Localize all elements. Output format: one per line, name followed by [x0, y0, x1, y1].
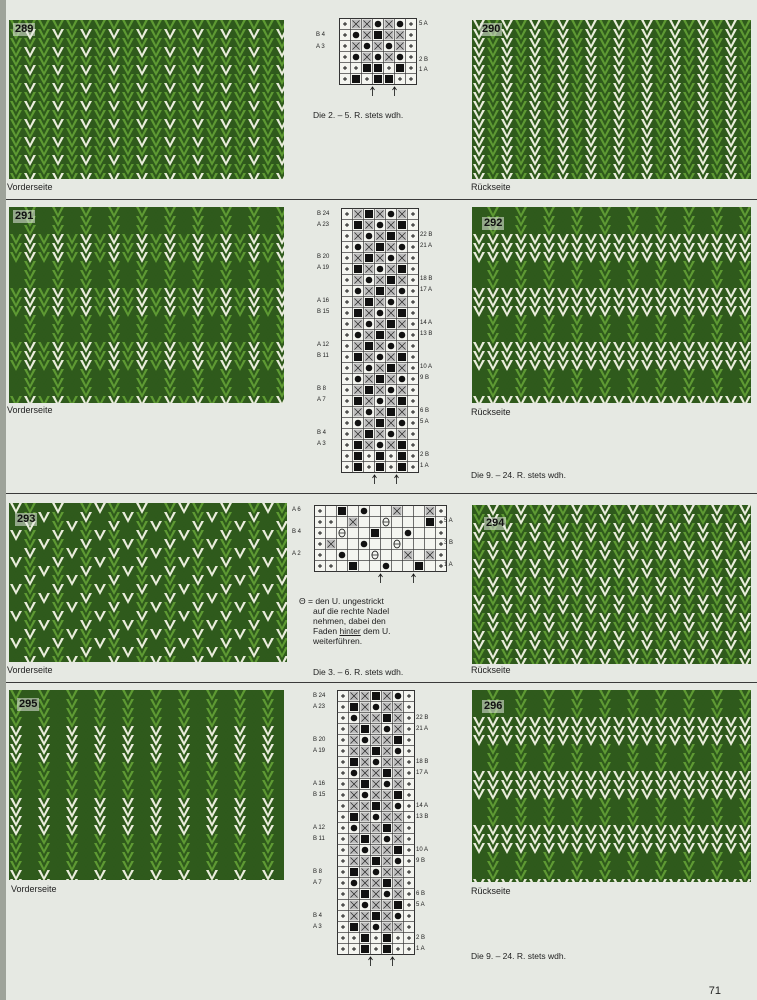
swatch-292	[472, 207, 751, 403]
repeat-note: Die 3. – 6. R. stets wdh.	[313, 667, 404, 677]
chart-row-label: 22 B	[420, 232, 433, 238]
chart-row-label: 21 A	[420, 243, 433, 249]
chart-row-label: B 24	[317, 211, 330, 217]
symbol-legend	[299, 596, 391, 646]
chart-grid	[337, 690, 416, 968]
chart-row-label: 14 A	[416, 803, 429, 809]
knitting-chart-1	[339, 18, 418, 98]
swatch-number: 294	[486, 517, 505, 529]
repeat-note: Die 9. – 24. R. stets wdh.	[471, 951, 566, 961]
swatch-296	[472, 690, 751, 882]
chart-row-label: 13 B	[416, 814, 429, 820]
knit-texture	[9, 207, 284, 403]
chart-row-label: B 15	[317, 309, 330, 315]
chart-grid	[314, 505, 448, 585]
swatch-side-label: Rückseite	[471, 886, 511, 896]
chart-row-label: A 7	[317, 397, 326, 403]
legend-text: auf die rechte Nadel	[313, 606, 390, 616]
chart-row-label: A 2	[292, 551, 301, 557]
chart-row-label: 18 B	[416, 759, 429, 765]
chart-row-label: A 3	[316, 44, 325, 50]
chart-row-label: 2 B	[419, 57, 429, 63]
chart-row-label: 5 A	[419, 21, 428, 27]
chart-row-label: A 3	[317, 441, 326, 447]
chart-row-label: 17 A	[416, 770, 429, 776]
legend-text: weiterführen.	[313, 636, 363, 646]
repeat-arrow	[395, 475, 399, 484]
chart-grid	[341, 208, 420, 486]
chart-row-label: 22 B	[416, 715, 429, 721]
chart-row-label: B 11	[317, 353, 329, 359]
chart-row-label: B 11	[313, 836, 325, 842]
repeat-arrow	[371, 87, 375, 96]
chart-row-label: 6 B	[420, 408, 430, 414]
chart-row-label: 18 B	[420, 276, 433, 282]
repeat-arrow	[379, 574, 383, 583]
chart-row-label: A 12	[317, 342, 330, 348]
knit-texture	[9, 690, 284, 880]
repeat-arrow	[391, 957, 395, 966]
chart-row-label: A 12	[313, 825, 326, 831]
page-binding-edge	[0, 0, 6, 1000]
chart-row-label: B 20	[317, 254, 330, 260]
swatch-number: 291	[15, 210, 34, 222]
repeat-arrow	[373, 475, 377, 484]
swatch-side-label: Vorderseite	[7, 182, 53, 192]
swatch-290	[472, 20, 751, 179]
swatch-number: 289	[15, 23, 34, 35]
chart-row-label: B 8	[313, 869, 323, 875]
chart-row-label: 5 A	[420, 419, 429, 425]
repeat-arrow	[412, 574, 416, 583]
knit-texture	[472, 505, 751, 664]
chart-row-label: 6 B	[416, 891, 426, 897]
chart-row-label: B 4	[313, 913, 323, 919]
swatch-number: 295	[19, 698, 38, 710]
section-divider	[6, 682, 757, 683]
chart-row-label: A 19	[317, 265, 330, 271]
chart-row-label: B 24	[313, 693, 326, 699]
swatch-number: 293	[17, 513, 36, 525]
chart-row-label: 9 B	[416, 858, 426, 864]
chart-row-label: 5 A	[444, 518, 453, 524]
swatch-side-label: Vorderseite	[11, 884, 57, 894]
repeat-note: Die 9. – 24. R. stets wdh.	[471, 470, 566, 480]
legend-text: den U. ungestrickt	[315, 596, 384, 606]
chart-row-label: B 4	[316, 32, 326, 38]
legend-text: dem U.	[363, 626, 391, 636]
chart-row-label: 13 B	[420, 331, 433, 337]
chart-row-label: 17 A	[420, 287, 433, 293]
chart-row-label: A 19	[313, 748, 326, 754]
knitting-chart-3	[314, 505, 448, 585]
legend-text: Faden	[313, 626, 338, 636]
chart-row-label: B 4	[292, 529, 302, 535]
chart-row-label: 2 B	[420, 452, 430, 458]
chart-row-label: 10 A	[420, 364, 433, 370]
swatch-number: 290	[482, 23, 501, 35]
legend-text-underlined: hinter	[339, 626, 361, 636]
section-divider	[6, 493, 757, 494]
repeat-arrow	[369, 957, 373, 966]
chart-row-label: 9 B	[420, 375, 430, 381]
knitting-chart-2	[341, 208, 420, 486]
chart-row-label: A 6	[292, 507, 301, 513]
swatch-number: 296	[484, 700, 503, 712]
chart-row-label: 5 A	[416, 902, 425, 908]
knitting-chart-4	[337, 690, 416, 968]
chart-row-label: 14 A	[420, 320, 433, 326]
chart-row-label: 10 A	[416, 847, 429, 853]
chart-row-label: B 8	[317, 386, 327, 392]
chart-row-label: 1 A	[420, 463, 429, 469]
swatch-291	[9, 207, 284, 403]
chart-row-label: A 7	[313, 880, 322, 886]
chart-row-label: A 23	[317, 222, 330, 228]
swatch-293	[9, 503, 287, 662]
knit-texture	[472, 207, 751, 403]
chart-row-label: A 16	[313, 781, 326, 787]
swatch-side-label: Rückseite	[471, 407, 511, 417]
chart-row-label: 21 A	[416, 726, 429, 732]
swatch-side-label: Rückseite	[471, 182, 511, 192]
chart-row-label: B 4	[317, 430, 327, 436]
chart-row-label: 1 A	[419, 67, 428, 73]
swatch-side-label: Rückseite	[471, 665, 511, 675]
knit-texture	[9, 503, 287, 662]
chart-row-label: B 15	[313, 792, 326, 798]
slip-symbol: Θ =	[299, 596, 313, 606]
chart-row-label: A 16	[317, 298, 330, 304]
swatch-number: 292	[484, 217, 503, 229]
chart-row-label: A 23	[313, 704, 326, 710]
swatch-289	[9, 20, 284, 179]
chart-grid	[339, 18, 418, 98]
chart-row-label: 3 B	[444, 540, 454, 546]
repeat-arrow	[393, 87, 397, 96]
section-divider	[6, 199, 757, 200]
knit-texture	[472, 690, 751, 882]
legend-text: nehmen, dabei den	[313, 616, 386, 626]
repeat-note: Die 2. – 5. R. stets wdh.	[313, 110, 404, 120]
swatch-side-label: Vorderseite	[7, 405, 53, 415]
chart-row-label: 1 A	[444, 562, 453, 568]
chart-row-label: B 20	[313, 737, 326, 743]
chart-row-label: 2 B	[416, 935, 426, 941]
chart-row-label: A 3	[313, 924, 322, 930]
knit-texture	[472, 20, 751, 179]
swatch-294	[472, 505, 751, 664]
knit-texture	[9, 20, 284, 179]
swatch-side-label: Vorderseite	[7, 665, 53, 675]
chart-row-label: 1 A	[416, 946, 425, 952]
swatch-295	[9, 690, 284, 880]
page-number: 71	[708, 985, 721, 997]
